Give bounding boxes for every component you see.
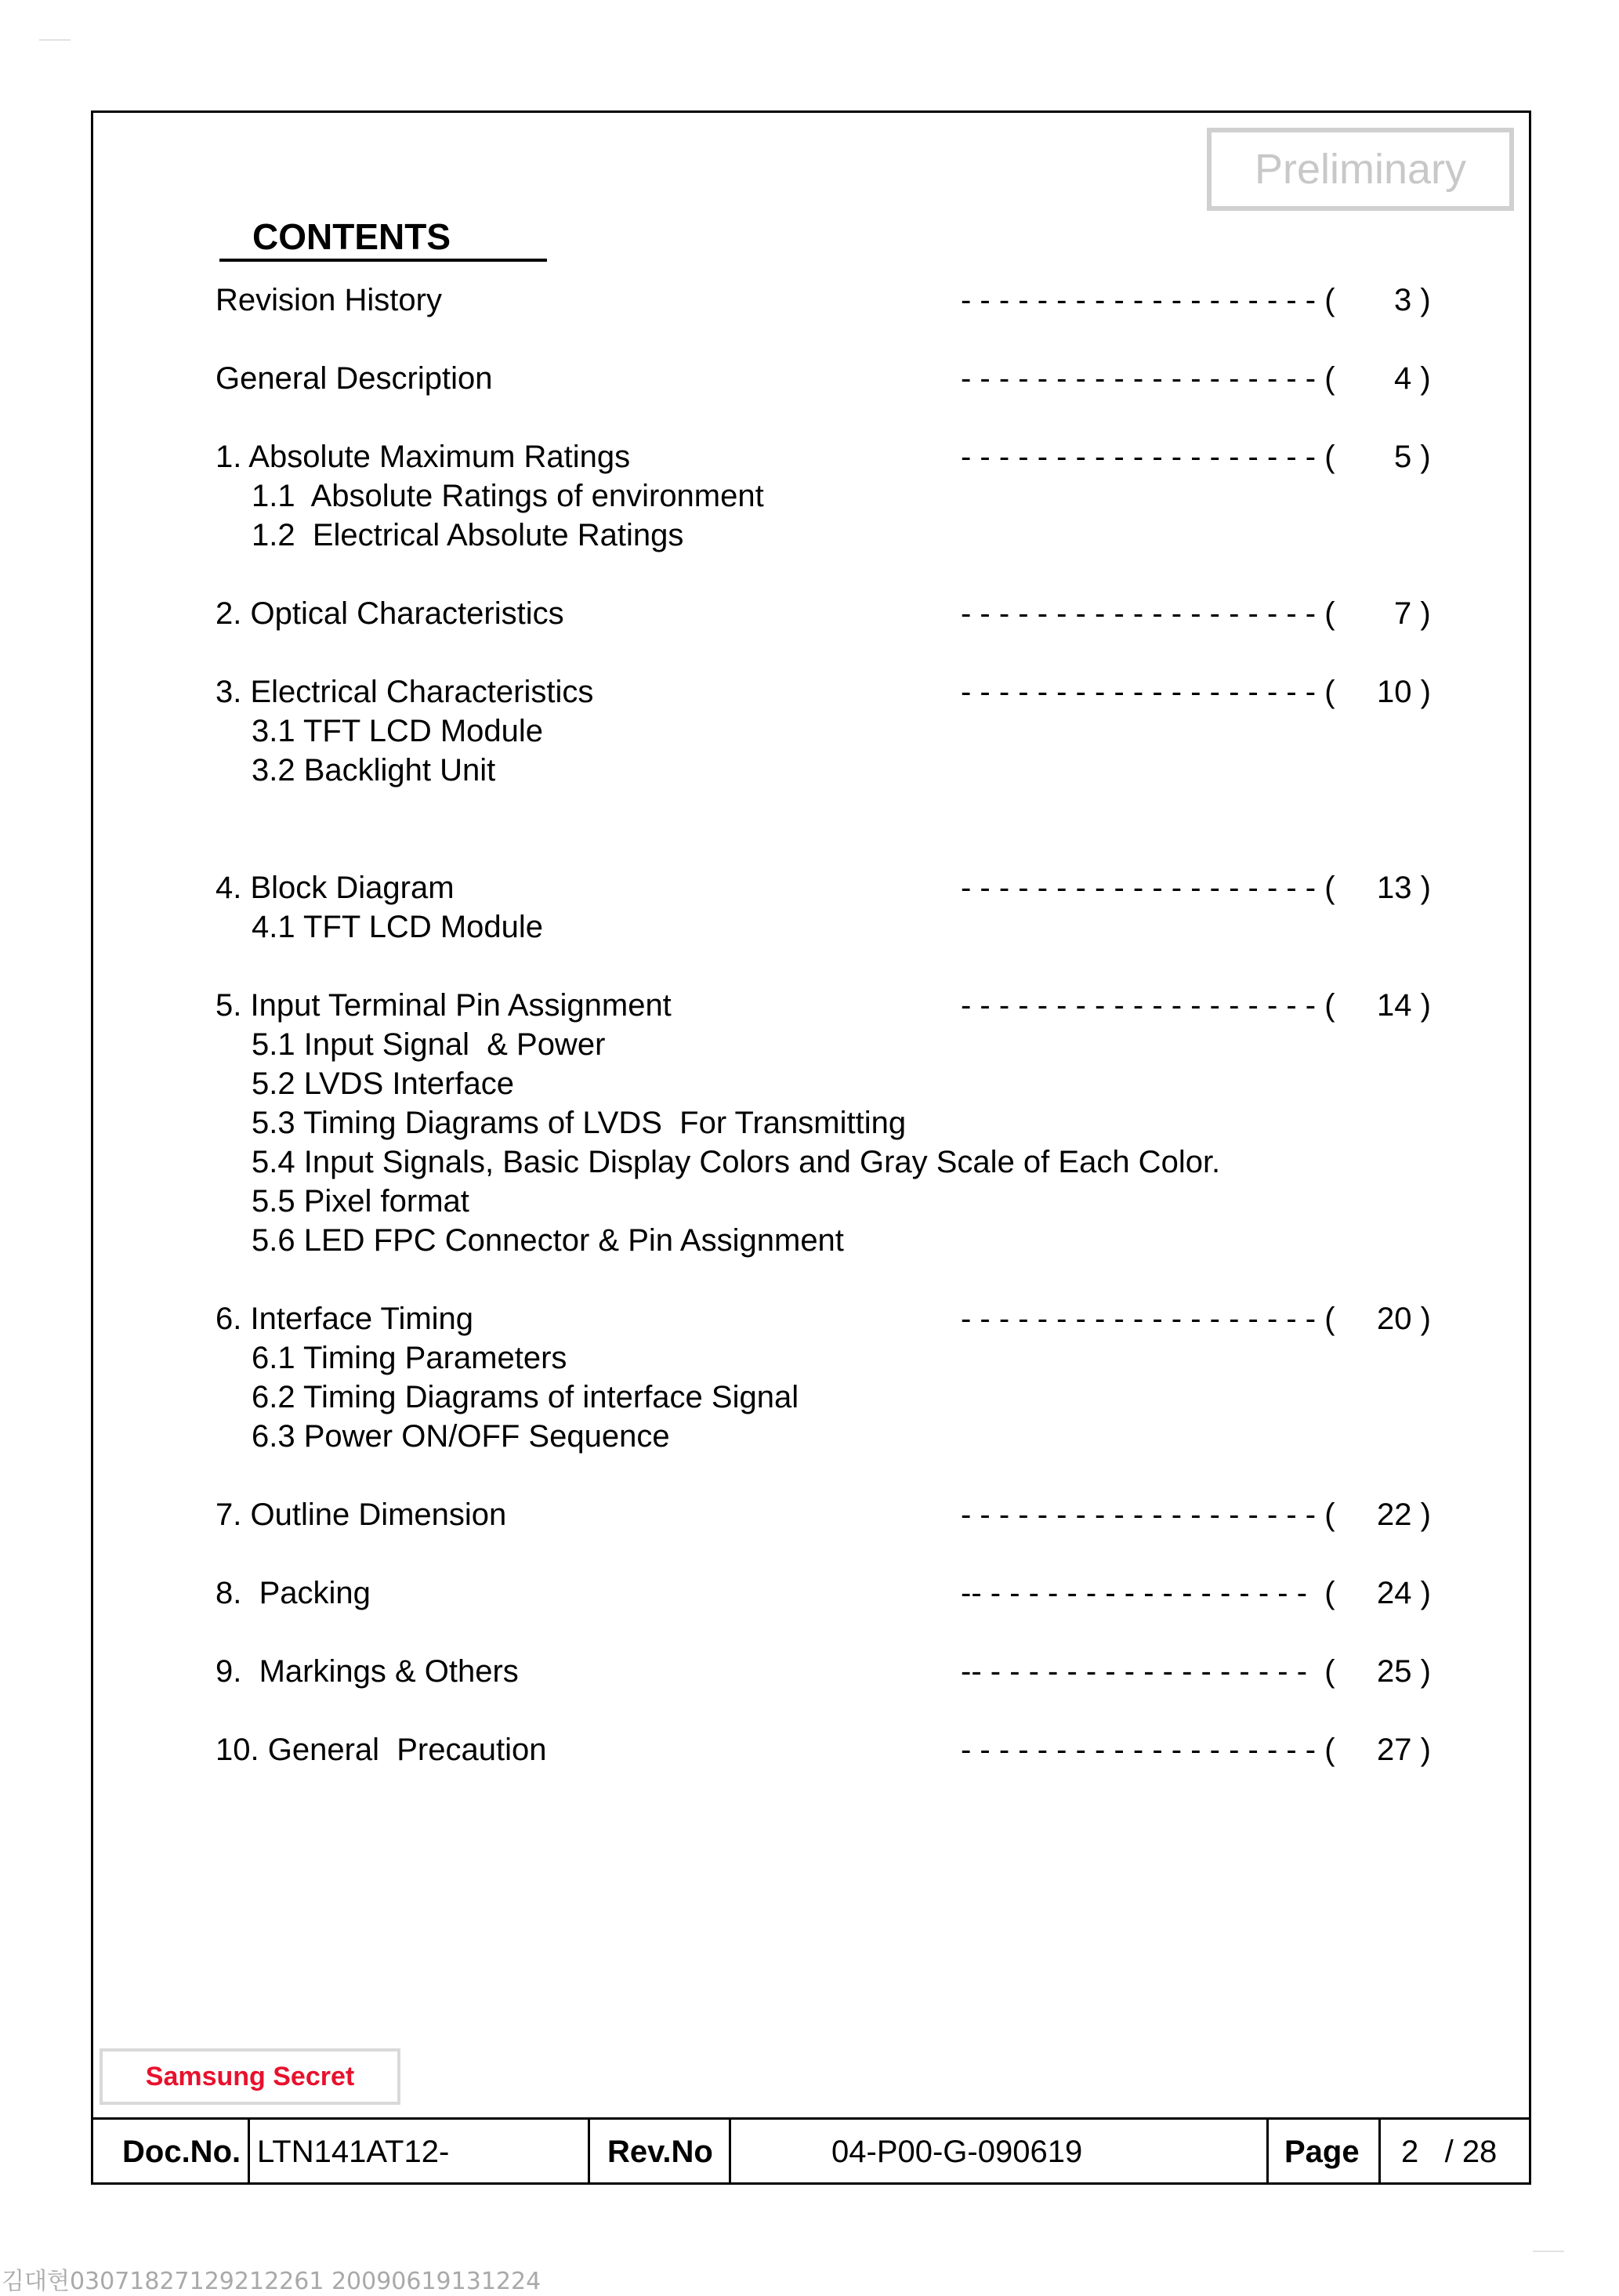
toc-subentry xyxy=(0,1417,1619,1456)
toc-entry-label: Revision History xyxy=(216,283,442,317)
toc-dot-leader: - - - - - - - - - - - - - - - - - - - ( xyxy=(961,871,1335,905)
toc-entry-label: 8. Packing xyxy=(216,1576,371,1610)
toc-entry-label: 4. Block Diagram xyxy=(216,871,455,905)
toc-entry-label: 7. Outline Dimension xyxy=(216,1497,507,1532)
toc-dot-leader: - - - - - - - - - - - - - - - - - - - ( xyxy=(961,283,1344,317)
toc-entry-label: 5.4 Input Signals, Basic Display Colors and Gray Scale of Each Color. xyxy=(252,1145,1221,1179)
toc-page-number: 10 ) xyxy=(1377,675,1431,709)
toc-page-number: 22 ) xyxy=(1377,1497,1431,1532)
rev-no-label: Rev.No xyxy=(607,2135,713,2169)
toc-subentry xyxy=(0,1103,1619,1143)
toc-entry xyxy=(0,1652,1619,1691)
footer-divider xyxy=(588,2120,590,2185)
toc-entry xyxy=(0,281,1619,320)
toc-entry xyxy=(0,672,1619,712)
toc-entry xyxy=(0,359,1619,398)
toc-page-number: 3 ) xyxy=(1394,283,1431,317)
toc-entry-label: 2. Optical Characteristics xyxy=(216,596,564,631)
doc-no-value: LTN141AT12- xyxy=(257,2135,450,2169)
toc-subentry xyxy=(0,476,1619,516)
toc-entry-label: 6.2 Timing Diagrams of interface Signal xyxy=(252,1380,799,1414)
toc-dot-leader: - - - - - - - - - - - - - - - - - - - ( xyxy=(961,675,1335,709)
preliminary-stamp: Preliminary xyxy=(1207,128,1514,211)
toc-subentry xyxy=(0,751,1619,790)
toc-subentry xyxy=(0,1025,1619,1064)
corner-mark xyxy=(39,39,71,41)
toc-entry-label: 1.1 Absolute Ratings of environment xyxy=(252,479,764,513)
toc-page-number: 5 ) xyxy=(1394,440,1431,474)
footer-divider xyxy=(729,2120,731,2185)
doc-no-label: Doc.No. xyxy=(122,2135,241,2169)
toc-entry-label: 3. Electrical Characteristics xyxy=(216,675,594,709)
toc-dot-leader: - - - - - - - - - - - - - - - - - - - ( xyxy=(961,1733,1335,1767)
toc-subentry xyxy=(0,1338,1619,1378)
toc-entry-label: 6.1 Timing Parameters xyxy=(252,1341,567,1375)
toc-entry-label: 5. Input Terminal Pin Assignment xyxy=(216,988,672,1023)
footer-divider xyxy=(248,2120,250,2185)
toc-dot-leader: - - - - - - - - - - - - - - - - - - - ( xyxy=(961,988,1335,1023)
page-number: 2 / 28 xyxy=(1401,2135,1498,2169)
toc-subentry xyxy=(0,1064,1619,1103)
footer-divider xyxy=(1266,2120,1269,2185)
toc-entry xyxy=(0,868,1619,907)
toc-entry xyxy=(0,986,1619,1025)
toc-entry-label: 6.3 Power ON/OFF Sequence xyxy=(252,1419,670,1454)
toc-entry-label: 10. General Precaution xyxy=(216,1733,547,1767)
toc-entry-label: 5.5 Pixel format xyxy=(252,1184,469,1219)
toc-entry xyxy=(0,1299,1619,1338)
toc-subentry xyxy=(0,712,1619,751)
page-label: Page xyxy=(1284,2135,1360,2169)
toc-page-number: 20 ) xyxy=(1377,1302,1431,1336)
toc-entry-label: 1.2 Electrical Absolute Ratings xyxy=(252,518,684,552)
toc-entry-label: 3.1 TFT LCD Module xyxy=(252,714,544,748)
toc-page-number: 4 ) xyxy=(1394,361,1431,396)
contents-title: CONTENTS xyxy=(219,213,547,262)
toc-entry-label: 6. Interface Timing xyxy=(216,1302,474,1336)
toc-subentry xyxy=(0,1378,1619,1417)
toc-subentry xyxy=(0,907,1619,947)
toc-page-number: 25 ) xyxy=(1377,1654,1431,1689)
toc-entry-label: 9. Markings & Others xyxy=(216,1654,519,1689)
footer-divider xyxy=(1378,2120,1381,2185)
toc-page-number: 13 ) xyxy=(1377,871,1431,905)
toc-entry-label: 5.6 LED FPC Connector & Pin Assignment xyxy=(252,1223,844,1258)
toc-page-number: 24 ) xyxy=(1377,1576,1431,1610)
rev-no-value: 04-P00-G-090619 xyxy=(831,2135,1083,2169)
toc-entry-label: General Description xyxy=(216,361,493,396)
corner-mark xyxy=(1533,2251,1564,2252)
toc-subentry xyxy=(0,1143,1619,1182)
toc-entry-label: 3.2 Backlight Unit xyxy=(252,753,496,788)
toc-subentry xyxy=(0,516,1619,555)
toc-entry-label: 5.3 Timing Diagrams of LVDS For Transmitting xyxy=(252,1106,907,1140)
toc-entry xyxy=(0,1574,1619,1613)
toc-entry-label: 1. Absolute Maximum Ratings xyxy=(216,440,631,474)
toc-entry xyxy=(0,594,1619,633)
toc-dot-leader: - - - - - - - - - - - - - - - - - - - ( xyxy=(961,1497,1335,1532)
toc-page-number: 7 ) xyxy=(1394,596,1431,631)
toc-dot-leader: - - - - - - - - - - - - - - - - - - - ( xyxy=(961,440,1344,474)
toc-dot-leader: - - - - - - - - - - - - - - - - - - - ( xyxy=(961,1302,1335,1336)
toc-entry-label: 4.1 TFT LCD Module xyxy=(252,910,544,944)
toc-page-number: 27 ) xyxy=(1377,1733,1431,1767)
samsung-secret-label: Samsung Secret xyxy=(100,2048,400,2105)
toc-dot-leader: -- - - - - - - - - - - - - - - - - - ( xyxy=(961,1654,1335,1689)
toc-entry xyxy=(0,1730,1619,1769)
toc-page-number: 14 ) xyxy=(1377,988,1431,1023)
print-watermark-line: 김대현0307182712921226​1 20090619131224 xyxy=(2,2268,541,2295)
toc-entry-label: 5.1 Input Signal & Power xyxy=(252,1027,606,1062)
toc-dot-leader: -- - - - - - - - - - - - - - - - - - ( xyxy=(961,1576,1335,1610)
toc-entry xyxy=(0,437,1619,476)
toc-entry-label: 5.2 LVDS Interface xyxy=(252,1067,514,1101)
toc-subentry xyxy=(0,1182,1619,1221)
toc-dot-leader: - - - - - - - - - - - - - - - - - - - ( xyxy=(961,361,1344,396)
toc-subentry xyxy=(0,1221,1619,1260)
toc-dot-leader: - - - - - - - - - - - - - - - - - - - ( xyxy=(961,596,1344,631)
document-footer xyxy=(91,2117,1531,2185)
toc-entry xyxy=(0,1495,1619,1534)
